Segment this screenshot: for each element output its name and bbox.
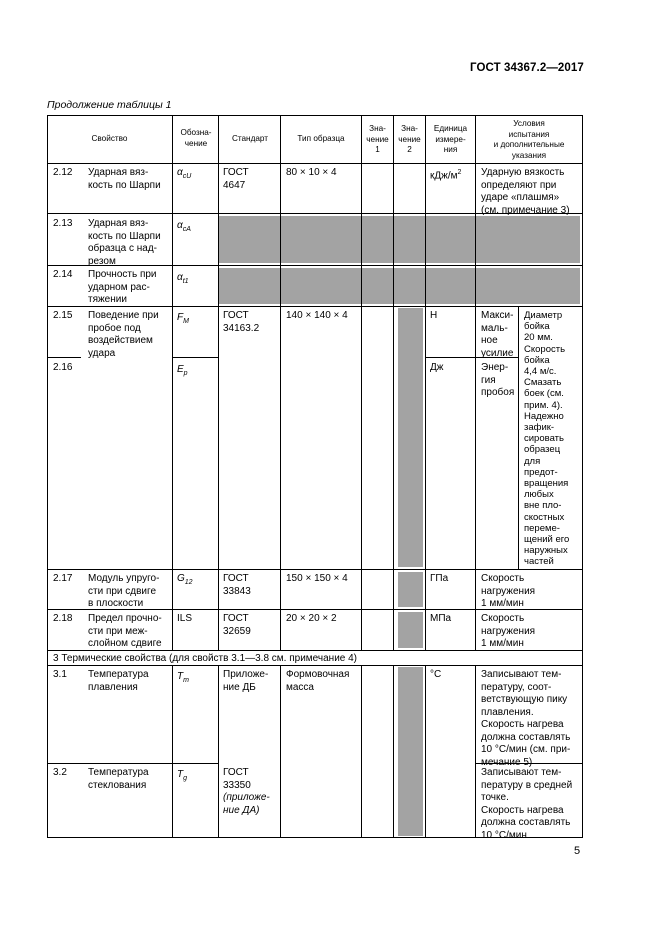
standard: ГОСТ 4647 [223,167,249,191]
col-rule [393,665,394,837]
col-rule [218,115,219,650]
header-conditions: Условия испытания и дополнительные указания [493,119,565,160]
redacted-value2-2-18 [398,612,423,648]
redacted-row-2-13 [219,216,580,263]
row-number: 2.18 [53,613,73,624]
unit: МПа [430,613,452,624]
symbol: $T_g$ [177,769,188,782]
standard: Приложе- ние ДБ [223,669,269,693]
unit: °С [430,669,442,680]
unit: кДж/$м^2$ [430,169,462,182]
property-name: Температура плавления [88,669,149,693]
sample-type: 150 × 150 × 4 [286,573,348,584]
standard: ГОСТ 34163.2 [223,310,260,334]
row-number: 2.17 [53,573,73,584]
standard: ГОСТ 33350 (приложе- ние ДА) [223,767,270,816]
header-sample: Тип образца [297,134,345,143]
symbol: $G_{12}$ [177,573,193,586]
conditions: Макси- маль- ное усилие [481,310,514,359]
header-designation: Обозна- чение [180,128,212,148]
table-border-right [582,115,583,837]
conditions: Скорость нагружения 1 мм/мин [481,613,536,649]
header-standard: Стандарт [231,134,269,143]
property-name: Ударная вяз- кость по Шарпи образца с над- резом [88,218,161,267]
col-rule [518,306,519,569]
table-border-top [47,115,583,116]
table-continuation-caption: Продолжение таблицы 1 [47,99,172,111]
row-number: 2.16 [53,362,73,373]
sample-type: Формовочная масса [286,669,350,693]
table-row-rule [47,357,81,358]
table-row-rule [47,569,583,570]
redacted-value2-2-17 [398,572,423,607]
property-name: Ударная вяз- кость по Шарпи [88,167,161,191]
row-number: 2.14 [53,269,73,280]
property-name: Предел прочно- сти при меж- слойном сдвиге [88,613,162,649]
symbol: $T_m$ [177,671,189,684]
col-rule [280,665,281,837]
redacted-row-2-14 [219,268,580,304]
col-rule [475,115,476,650]
col-rule [280,115,281,650]
sample-type: 20 × 20 × 2 [286,613,337,624]
conditions: Ударную вязкость определяют при ударе «плашмя» (см. примечание 3) [481,167,570,216]
row-number: 2.13 [53,218,73,229]
impact-test-note: Диаметр бойка 20 мм. Скорость бойка 4,4 м/с. Смазать боек (см. прим. 4). Надежно зафик- сировать образец для предот- вращения любых вне пло- скостных переме- щений его наружных частей [524,310,570,568]
col-rule [361,665,362,837]
page-number: 5 [574,845,581,857]
symbol: $\alpha_{cA}$ [177,220,191,233]
table-header-rule [47,163,583,164]
conditions: Записывают тем- пературу, соот- ветствующую пику плавления. Скорость нагрева должна составлять 10 °С/мин (см. при- мечание 5) [481,669,571,768]
header-unit: Единица измере- ния [433,124,468,154]
symbol: $F_M$ [177,312,189,325]
col-rule [425,665,426,837]
sample-type: 140 × 140 × 4 [286,310,348,321]
property-name: Температура стеклования [88,767,149,791]
symbol: ILS [177,613,193,624]
header-value1: Зна- чение 1 [366,124,389,154]
col-rule [172,665,173,837]
col-rule [425,115,426,650]
unit: ГПа [430,573,449,584]
col-rule [361,115,362,650]
row-number: 3.1 [53,669,67,680]
redacted-value2-3-x [398,667,423,836]
header-property: Свойство [91,134,128,143]
section-heading: 3 Термические свойства (для свойств 3.1—3.8 см. примечание 4) [53,653,358,664]
table-row-rule [47,763,219,764]
col-rule [172,115,173,650]
conditions: Энер- гия пробоя [481,362,515,398]
col-rule [393,115,394,650]
table-row-rule [172,357,219,358]
symbol: $E_p$ [177,364,188,377]
row-number: 2.15 [53,310,73,321]
row-number: 3.2 [53,767,67,778]
redacted-value2-2-15 [398,308,423,567]
document-header: ГОСТ 34367.2—2017 [470,62,584,74]
unit: Н [430,310,438,321]
col-rule [218,665,219,837]
table-border-left [47,115,48,837]
header-value2: Зна- чение 2 [398,124,421,154]
symbol: $\alpha_{cU}$ [177,167,192,180]
sample-type: 80 × 10 × 4 [286,167,337,178]
conditions: Скорость нагружения 1 мм/мин [481,573,536,609]
standard: ГОСТ 33843 [223,573,251,597]
property-name: Прочность при ударном рас- тяжении [88,269,157,305]
conditions: Записывают тем- пературу в средней точке. Скорость нагрева должна составлять 10 °С/мин [481,767,573,841]
unit: Дж [430,362,444,373]
property-name: Поведение при пробое под воздействием удара [88,310,159,359]
symbol: $\alpha_{t1}$ [177,272,189,285]
col-rule [475,665,476,837]
property-name: Модуль упруго- сти при сдвиге в плоскости [88,573,160,609]
row-number: 2.12 [53,167,73,178]
standard: ГОСТ 32659 [223,613,251,637]
